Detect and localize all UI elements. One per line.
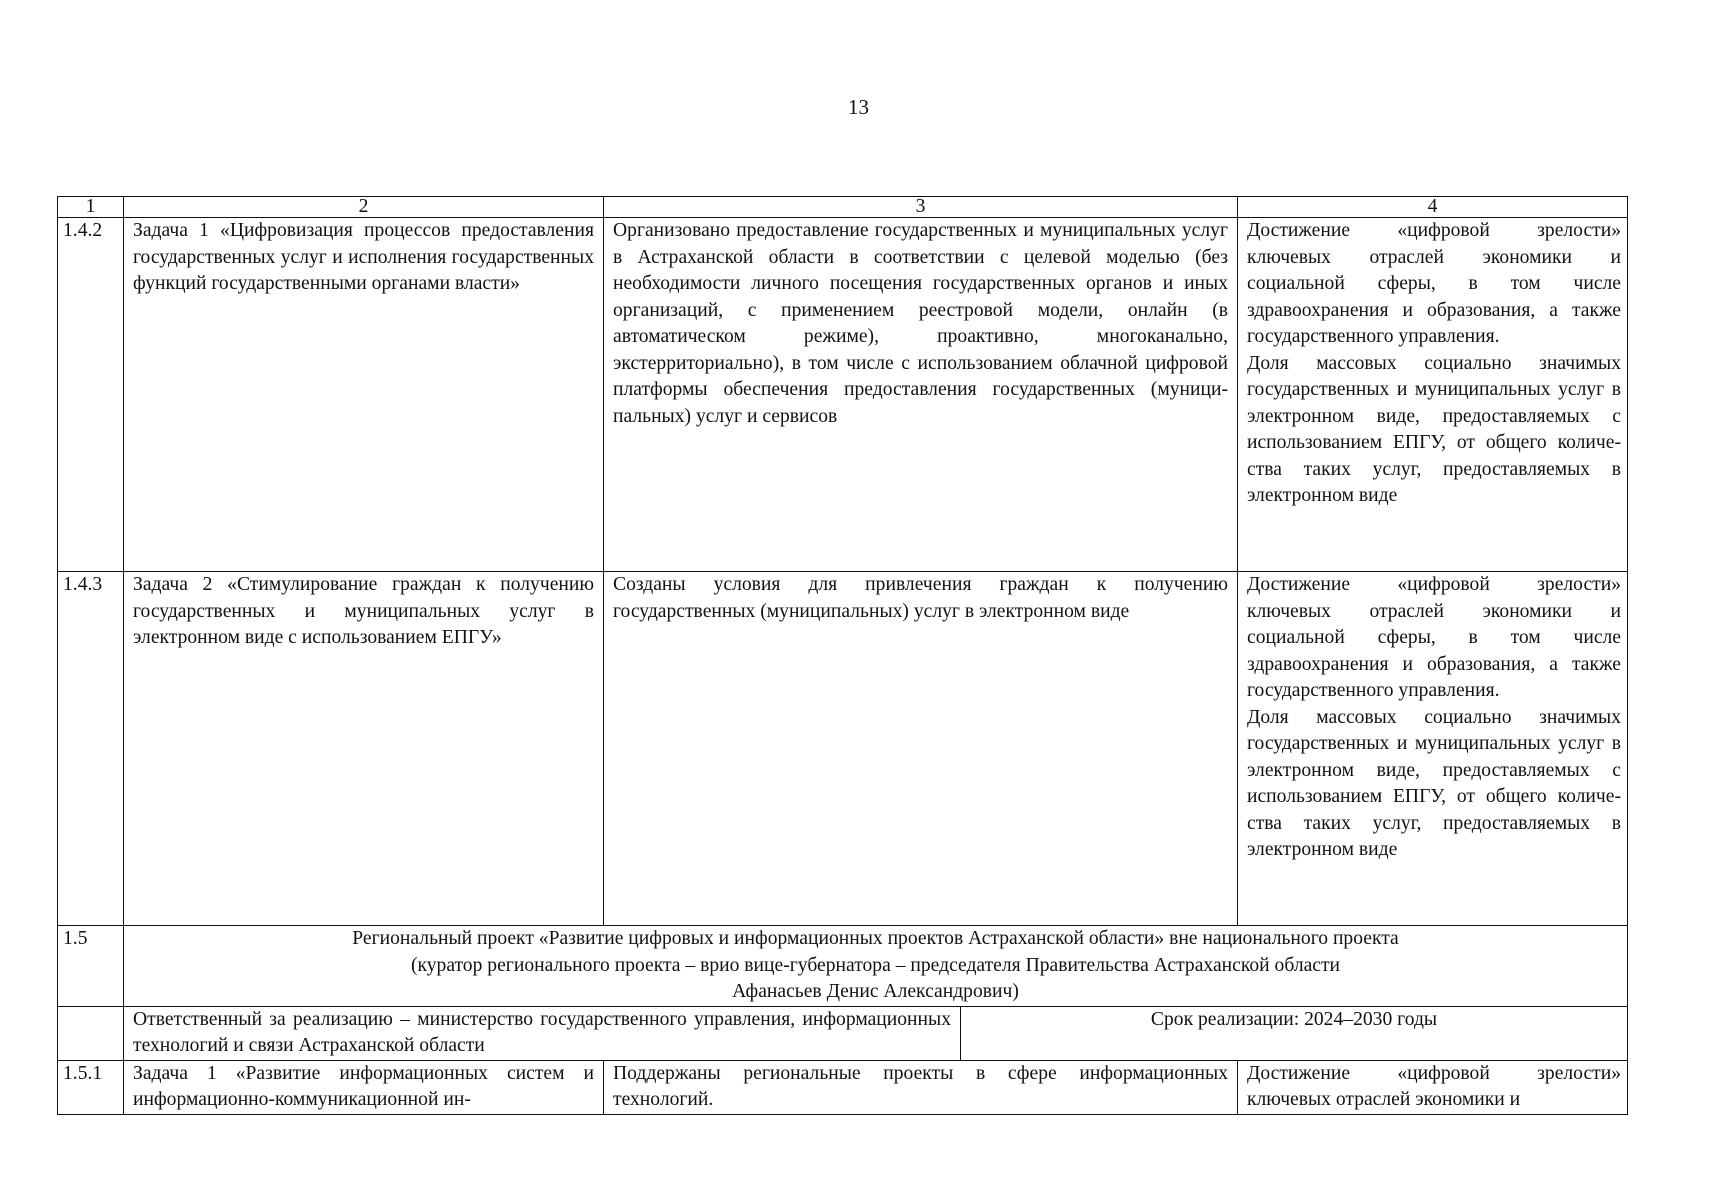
task-cell: Задача 1 «Цифровизация процессов предоставления государственных услуг и исполнения государственных функций государственными органами власти» xyxy=(124,218,604,572)
project-info-cell xyxy=(124,1006,1628,1060)
row-number: 1.5 xyxy=(58,926,124,1007)
term-text: Срок реализации: 2024–2030 годы xyxy=(1150,1008,1438,1030)
indicator-text: Доля массовых социально значимых государственных и муниципальных услуг в электронном виде, предоставляемых с использованием ЕПГУ, от общего количества таких услуг, предоставляемых в электронном виде xyxy=(1247,352,1621,506)
indicator-cell: Достижение «цифровой зрелости» ключевых отраслей экономики и xyxy=(1238,1060,1628,1114)
indicator-text: Достижение «цифровой зрелости» ключевых отраслей экономики и социальной сферы, в том числе здравоохранения и образования, а также государственного управления. xyxy=(1247,574,1621,701)
indicator-text: Доля массовых социально значимых государственных и муниципальных услуг в электронном виде, предоставляемых с использованием ЕПГУ, от общего количества таких услуг, предоставляемых в электронном виде xyxy=(1247,706,1621,860)
column-header-1: 1 xyxy=(58,197,124,218)
table-row xyxy=(58,218,1628,572)
indicator-cell xyxy=(1238,572,1628,926)
task-cell: Задача 1 «Развитие информационных систем и информационно-коммуникационной ин- xyxy=(124,1060,604,1114)
column-header-4: 4 xyxy=(1238,197,1628,218)
result-cell: Созданы условия для привлечения граждан к получению государственных (муниципальных) услуг в электронном виде xyxy=(604,572,1238,926)
table-header-row xyxy=(58,197,1628,218)
project-title: Региональный проект «Развитие цифровых и информационных проектов Астраханской области» вне национального проекта xyxy=(352,928,1399,949)
task-cell: Задача 2 «Стимулирование граждан к получению государственных и муниципальных услуг в электронном виде с использованием ЕПГУ» xyxy=(124,572,604,926)
table-row xyxy=(58,1060,1628,1114)
project-curator-name: Афанасьев Денис Александрович) xyxy=(732,981,1019,1002)
row-number: 1.5.1 xyxy=(58,1060,124,1114)
project-title-cell xyxy=(124,926,1628,1007)
row-number: 1.4.3 xyxy=(58,572,124,926)
page-number: 13 xyxy=(848,95,869,119)
row-number: 1.4.2 xyxy=(58,218,124,572)
column-header-3: 3 xyxy=(604,197,1238,218)
result-cell: Организовано предоставление государственных и муниципальных услуг в Астраханской области в соответствии с целевой моделью (без необходимости личного посещения государственных органов и иных организаций, с применением реестровой модели, онлайн (в автоматическом режиме), проактивно, многоканально, экстерриториально), в том числе с использованием облачной цифровой платформы обеспечения предоставления государственных (муниципальных) услуг и сервисов xyxy=(604,218,1238,572)
table-row xyxy=(58,572,1628,926)
result-cell: Поддержаны региональные проекты в сфере информационных технологий. xyxy=(604,1060,1238,1114)
responsible-text: Ответственный за реализацию – министерство государственного управления, информационных технологий и связи Астраханской области xyxy=(124,1007,961,1060)
project-row xyxy=(58,926,1628,1007)
program-table xyxy=(57,196,1628,1115)
column-header-2: 2 xyxy=(124,197,604,218)
indicator-text: Достижение «цифровой зрелости» ключевых отраслей экономики и социальной сферы, в том числе здравоохранения и образования, а также государственного управления. xyxy=(1247,220,1621,347)
empty-cell xyxy=(58,1006,124,1060)
project-curator: (куратор регионального проекта – врио вице-губернатора – председателя Правительства Астраханской области xyxy=(410,954,1341,976)
indicator-cell xyxy=(1238,218,1628,572)
project-info-row xyxy=(58,1006,1628,1060)
